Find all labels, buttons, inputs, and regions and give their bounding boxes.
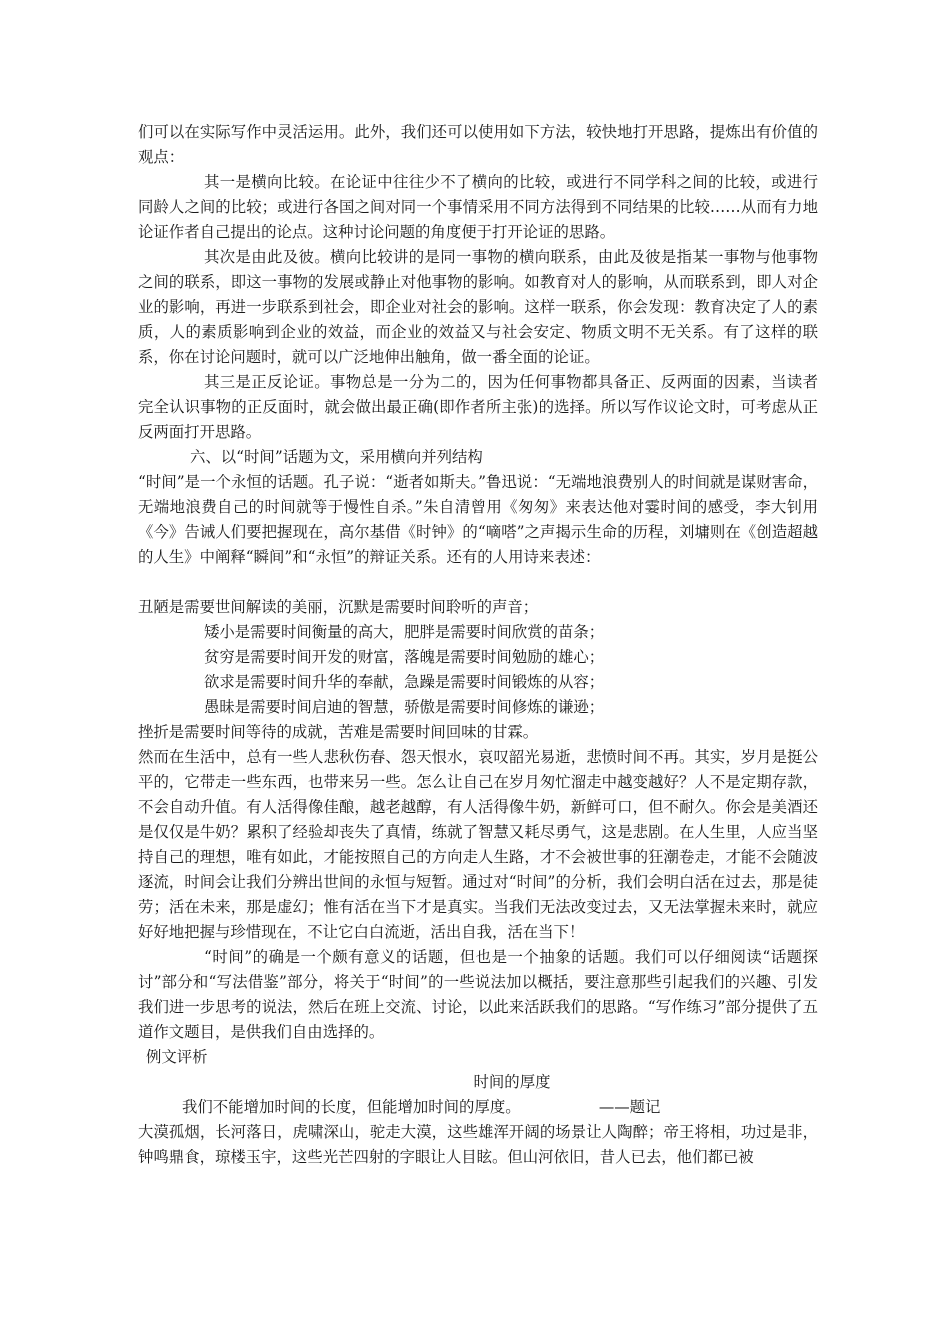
poem-line: 丑陋是需要世间解读的美丽，沉默是需要时间聆听的声音； [138,598,539,616]
paragraph: 然而在生活中，总有一些人悲秋伤春、怨天恨水，哀叹韶光易逝，悲愤时间不再。其实，岁月是挺公平的，它带走一些东西，也带来另一些。怎么让自己在岁月匆忙溜走中越变越好？人不是定期存款，不会自动升值。有人活得像佳酿，越老越醇，有人活得像牛奶，新鲜可口，但不耐久。你会是美酒还是仅仅是牛奶？累积了经验却丧失了真情，练就了智慧又耗尽勇气，这是悲剧。在人生里，人应当坚持自己的理想，唯有如此，才能按照自己的方向走人生路，才不会被世事的狂潮卷走，才能不会随波逐流，时间会让我们分辨出世间的永恒与短暂。通过对“时间”的分析，我们会明白活在过去，那是徒劳；活在未来，那是虚幻；惟有活在当下才是真实。当我们无法改变过去，又无法掌握未来时，就应好好地把握与珍惜现在，不让它白白流逝，活出自我，活在当下！ [138,748,818,941]
poem-line: 欲求是需要时间升华的奉献，急躁是需要时间锻炼的从容； [204,673,605,691]
blank-line [138,570,818,595]
paragraph: 其一是横向比较。在论证中往往少不了横向的比较，或进行不同学科之间的比较，或进行同龄人之间的比较；或进行各国之间对同一个事情采用不同方法得到不同结果的比较……从而有力地论证作者自己提出的论点。这种讨论问题的角度便于打开论证的思路。 [138,173,818,241]
subsection-label: 例文评析 [146,1048,208,1066]
paragraph: 其次是由此及彼。横向比较讲的是同一事物的横向联系，由此及彼是指某一事物与他事物之间的联系，即这一事物的发展或静止对他事物的影响。如教育对人的影响，从而联系到，即人对企业的影响，再进一步联系到社会，即企业对社会的影响。这样一联系，你会发现：教育决定了人的素质，人的素质影响到企业的效益，而企业的效益又与社会安定、物质文明不无关系。有了这样的联系，你在讨论问题时，就可以广泛地伸出触角，做一番全面的论证。 [138,248,818,366]
poem-line: 矮小是需要时间衡量的高大，肥胖是需要时间欣赏的苗条； [204,623,605,641]
paragraph: 们可以在实际写作中灵活运用。此外，我们还可以使用如下方法，较快地打开思路，提炼出有价值的观点： [138,123,818,166]
poem-line: 贫穷是需要时间开发的财富，落魄是需要时间勉励的雄心； [204,648,605,666]
paragraph: 其三是正反论证。事物总是一分为二的，因为任何事物都具备正、反两面的因素，当读者完全认识事物的正反面时，就会做出最正确(即作者所主张)的选择。所以写作议论文时，可考虑从正反两面打开思路。 [138,373,818,441]
epigraph: 我们不能增加时间的长度，但能增加时间的厚度。 ——题记 [182,1098,661,1116]
section-heading: 六、以“时间”话题为文，采用横向并列结构 [190,448,483,466]
poem-line: 挫折是需要时间等待的成就，苦难是需要时间回味的甘霖。 [138,723,539,741]
paragraph: “时间”的确是一个颇有意义的话题，但也是一个抽象的话题。我们可以仔细阅读“话题探讨”部分和“写法借鉴”部分，将关于“时间”的一些说法加以概括，要注意那些引起我们的兴趣、引发我们进一步思考的说法，然后在班上交流、讨论，以此来活跃我们的思路。“写作练习”部分提供了五道作文题目，是供我们自由选择的。 [138,948,818,1041]
paragraph: “时间”是一个永恒的话题。孔子说：“逝者如斯夫。”鲁迅说：“无端地浪费别人的时间就是谋财害命，无端地浪费自己的时间就等于慢性自杀。”朱自清曾用《匆匆》来表达他对霎时间的感受，李大钊用《今》告诫人们要把握现在，高尔基借《时钟》的“嘀嗒”之声揭示生命的历程，刘墉则在《创造超越的人生》中阐释“瞬间”和“永恒”的辩证关系。还有的人用诗来表述： [138,473,818,566]
article-title: 时间的厚度 [473,1073,551,1091]
poem-line: 愚昧是需要时间启迪的智慧，骄傲是需要时间修炼的谦逊； [204,698,605,716]
document-page [138,120,818,1170]
paragraph: 大漠孤烟，长河落日，虎啸深山，驼走大漠，这些雄浑开阔的场景让人陶醉；帝王将相，功过是非，钟鸣鼎食，琼楼玉宇，这些光芒四射的字眼让人目眩。但山河依旧，昔人已去，他们都已被 [138,1123,818,1166]
